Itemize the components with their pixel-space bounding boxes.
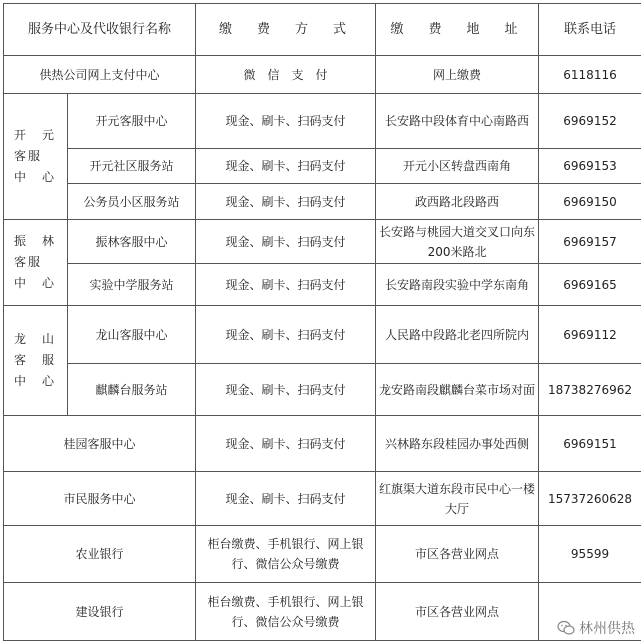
table-row: [4, 416, 641, 472]
phone-number: 6969157: [539, 220, 641, 264]
center-name: 建设银行: [4, 583, 196, 641]
phone-number: 18738276962: [539, 364, 641, 416]
center-name: 桂园客服中心: [4, 416, 196, 472]
center-name: 龙山客服中心: [68, 306, 196, 364]
group-label-line: 客服: [14, 149, 43, 163]
group-label: [4, 94, 68, 220]
header-method: 缴 费 方 式: [196, 4, 376, 56]
phone-number: 15737260628: [539, 472, 641, 526]
header-row: [4, 4, 641, 56]
payment-address: 网上缴费: [376, 56, 539, 94]
phone-number: 6969112: [539, 306, 641, 364]
table-row: [4, 220, 641, 264]
group-label-line: 龙 山: [14, 332, 57, 346]
group-label-line: 振 林: [14, 234, 57, 248]
payment-address: 开元小区转盘西南角: [376, 149, 539, 184]
payment-method: 现金、刷卡、扫码支付: [196, 306, 376, 364]
payment-address: 兴林路东段桂园办事处西侧: [376, 416, 539, 472]
payment-address: 长安路与桃园大道交叉口向东200米路北: [376, 220, 539, 264]
payment-table: [3, 3, 641, 641]
payment-method: 微 信 支 付: [196, 56, 376, 94]
payment-address: 龙安路南段麒麟台菜市场对面: [376, 364, 539, 416]
table-row: [4, 583, 641, 641]
payment-method: 现金、刷卡、扫码支付: [196, 264, 376, 306]
payment-method: 柜台缴费、手机银行、网上银行、微信公众号缴费: [196, 583, 376, 641]
group-label-line: 开 元: [14, 128, 57, 142]
payment-method: 现金、刷卡、扫码支付: [196, 472, 376, 526]
payment-method: 柜台缴费、手机银行、网上银行、微信公众号缴费: [196, 526, 376, 583]
group-label-line: 客 服: [14, 353, 57, 367]
watermark-text: 林州供热: [579, 621, 635, 637]
payment-method: 现金、刷卡、扫码支付: [196, 184, 376, 220]
header-address: 缴 费 地 址: [376, 4, 539, 56]
center-name: 麒麟台服务站: [68, 364, 196, 416]
center-name: 振林客服中心: [68, 220, 196, 264]
table-row: [4, 149, 641, 184]
payment-method: 现金、刷卡、扫码支付: [196, 364, 376, 416]
group-label: [4, 306, 68, 416]
center-name: 实验中学服务站: [68, 264, 196, 306]
payment-method: 现金、刷卡、扫码支付: [196, 94, 376, 149]
payment-method: 现金、刷卡、扫码支付: [196, 220, 376, 264]
payment-address: 人民路中段路北老四所院内: [376, 306, 539, 364]
table-row: [4, 184, 641, 220]
table-row: [4, 526, 641, 583]
group-label: [4, 220, 68, 306]
phone-number: 95599: [539, 526, 641, 583]
payment-address: 长安路南段实验中学东南角: [376, 264, 539, 306]
wechat-icon: [557, 620, 575, 636]
center-name: 开元客服中心: [68, 94, 196, 149]
center-name: 市民服务中心: [4, 472, 196, 526]
table-row: [4, 94, 641, 149]
payment-address: 政西路北段路西: [376, 184, 539, 220]
payment-address: 市区各营业网点: [376, 526, 539, 583]
phone-number: 6969150: [539, 184, 641, 220]
center-name: 公务员小区服务站: [68, 184, 196, 220]
header-phone: 联系电话: [539, 4, 641, 56]
phone-number: 6969165: [539, 264, 641, 306]
center-name: 农业银行: [4, 526, 196, 583]
group-label-line: 中 心: [14, 170, 57, 184]
phone-number: 6969151: [539, 416, 641, 472]
payment-method: 现金、刷卡、扫码支付: [196, 416, 376, 472]
table-row: [4, 264, 641, 306]
group-label-line: 中 心: [14, 374, 57, 388]
payment-address: 红旗渠大道东段市民中心一楼大厅: [376, 472, 539, 526]
group-label-line: 客服: [14, 255, 43, 269]
table-row: [4, 306, 641, 364]
group-label-line: 中 心: [14, 276, 57, 290]
center-name: 开元社区服务站: [68, 149, 196, 184]
center-name: 供热公司网上支付中心: [4, 56, 196, 94]
watermark: [557, 618, 635, 638]
phone-number: 6969152: [539, 94, 641, 149]
phone-number: 6118116: [539, 56, 641, 94]
payment-address: 市区各营业网点: [376, 583, 539, 641]
table-row: [4, 472, 641, 526]
payment-method: 现金、刷卡、扫码支付: [196, 149, 376, 184]
table-row: [4, 364, 641, 416]
header-name: 服务中心及代收银行名称: [4, 4, 196, 56]
table-row: [4, 56, 641, 94]
payment-address: 长安路中段体育中心南路西: [376, 94, 539, 149]
phone-number: 6969153: [539, 149, 641, 184]
